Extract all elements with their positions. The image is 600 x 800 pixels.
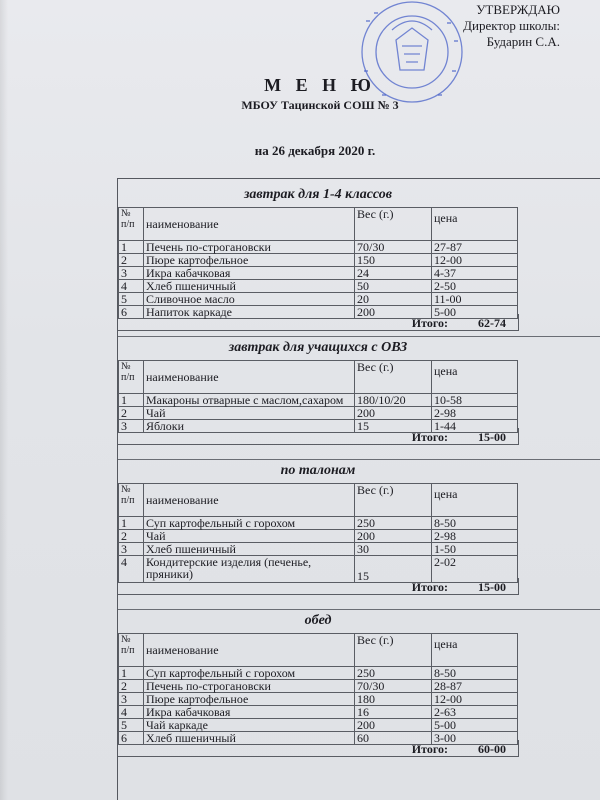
menu-date: на 26 декабря 2020 г. bbox=[254, 143, 376, 158]
row-weight: 70/30 bbox=[355, 680, 432, 693]
menu-table bbox=[118, 360, 518, 433]
row-num: 2 bbox=[119, 407, 144, 420]
total-label: Итого: bbox=[411, 430, 448, 444]
row-price: 1-50 bbox=[432, 543, 518, 556]
row-price: 2-98 bbox=[432, 530, 518, 543]
row-name: Хлеб пшеничный bbox=[144, 543, 355, 556]
header-num: № п/п bbox=[119, 634, 144, 667]
total-label: Итого: bbox=[411, 316, 448, 330]
table-row bbox=[119, 706, 518, 719]
total-row bbox=[118, 578, 519, 595]
row-num: 1 bbox=[119, 394, 144, 407]
row-name: Икра кабачковая bbox=[144, 706, 355, 719]
row-weight: 24 bbox=[355, 267, 432, 280]
row-price: 2-98 bbox=[432, 407, 518, 420]
total-label: Итого: bbox=[411, 742, 448, 756]
table-row bbox=[119, 680, 518, 693]
section-title: завтрак для 1-4 классов bbox=[243, 187, 393, 202]
row-price: 4-37 bbox=[432, 267, 518, 280]
row-num: 6 bbox=[119, 732, 144, 745]
table-row bbox=[119, 719, 518, 732]
row-price: 3-00 bbox=[432, 732, 518, 745]
table-row bbox=[119, 530, 518, 543]
total-row bbox=[118, 740, 519, 757]
header-num: № п/п bbox=[119, 208, 144, 241]
total-value: 15-00 bbox=[478, 580, 506, 594]
row-weight: 150 bbox=[355, 254, 432, 267]
menu-frame bbox=[117, 178, 600, 800]
table-row bbox=[119, 280, 518, 293]
row-name: Пюре картофельное bbox=[144, 254, 355, 267]
approval-line-name: Бударин С.А. bbox=[486, 34, 560, 49]
row-weight: 20 bbox=[355, 293, 432, 306]
row-weight: 200 bbox=[355, 306, 432, 319]
section-separator bbox=[118, 459, 600, 460]
row-weight: 250 bbox=[355, 517, 432, 530]
row-name: Пюре картофельное bbox=[144, 693, 355, 706]
row-num: 2 bbox=[119, 680, 144, 693]
header-weight: Вес (г.) bbox=[355, 634, 432, 667]
row-price: 12-00 bbox=[432, 254, 518, 267]
row-num: 4 bbox=[119, 280, 144, 293]
row-weight: 60 bbox=[355, 732, 432, 745]
header-price: цена bbox=[432, 361, 518, 394]
approval-line-position: Директор школы: bbox=[463, 18, 560, 33]
menu-table bbox=[118, 207, 518, 319]
row-num: 5 bbox=[119, 719, 144, 732]
row-num: 4 bbox=[119, 556, 144, 583]
table-row bbox=[119, 241, 518, 254]
section-title: обед bbox=[304, 613, 332, 628]
menu-table bbox=[118, 633, 518, 745]
row-num: 3 bbox=[119, 420, 144, 433]
page-edge-shadow bbox=[0, 0, 8, 800]
row-num: 3 bbox=[119, 693, 144, 706]
header-num: № п/п bbox=[119, 484, 144, 517]
row-name: Сливочное масло bbox=[144, 293, 355, 306]
table-row bbox=[119, 667, 518, 680]
row-weight: 15 bbox=[355, 420, 432, 433]
header-price: цена bbox=[432, 208, 518, 241]
row-price: 10-58 bbox=[432, 394, 518, 407]
total-label: Итого: bbox=[411, 580, 448, 594]
row-num: 1 bbox=[119, 241, 144, 254]
table-header-row bbox=[119, 484, 518, 517]
row-weight: 50 bbox=[355, 280, 432, 293]
table-header-row bbox=[119, 361, 518, 394]
header-weight: Вес (г.) bbox=[355, 361, 432, 394]
row-price: 28-87 bbox=[432, 680, 518, 693]
total-value: 15-00 bbox=[478, 430, 506, 444]
row-name: Кондитерские изделия (печенье, пряники) bbox=[144, 556, 355, 583]
total-row bbox=[118, 314, 519, 331]
row-price: 8-50 bbox=[432, 517, 518, 530]
row-weight: 250 bbox=[355, 667, 432, 680]
row-num: 3 bbox=[119, 267, 144, 280]
row-price: 8-50 bbox=[432, 667, 518, 680]
row-name: Яблоки bbox=[144, 420, 355, 433]
row-name: Чай каркаде bbox=[144, 719, 355, 732]
header-name: наименование bbox=[144, 361, 355, 394]
row-num: 1 bbox=[119, 517, 144, 530]
row-price: 11-00 bbox=[432, 293, 518, 306]
table-row bbox=[119, 254, 518, 267]
row-num: 2 bbox=[119, 530, 144, 543]
table-header-row bbox=[119, 634, 518, 667]
approval-block bbox=[463, 2, 560, 50]
row-name: Печень по-строгановски bbox=[144, 241, 355, 254]
header-name: наименование bbox=[144, 484, 355, 517]
row-weight: 16 bbox=[355, 706, 432, 719]
table-row bbox=[119, 293, 518, 306]
row-name: Суп картофельный с горохом bbox=[144, 517, 355, 530]
table-row bbox=[119, 693, 518, 706]
row-name: Чай bbox=[144, 407, 355, 420]
section-separator bbox=[118, 336, 600, 337]
row-name: Напиток каркаде bbox=[144, 306, 355, 319]
row-weight: 15 bbox=[355, 556, 432, 583]
header-weight: Вес (г.) bbox=[355, 484, 432, 517]
row-price: 5-00 bbox=[432, 719, 518, 732]
row-price: 2-02 bbox=[432, 556, 518, 583]
row-weight: 180 bbox=[355, 693, 432, 706]
section-title: по талонам bbox=[280, 463, 356, 478]
row-weight: 200 bbox=[355, 530, 432, 543]
header-price: цена bbox=[432, 484, 518, 517]
row-name: Чай bbox=[144, 530, 355, 543]
row-num: 5 bbox=[119, 293, 144, 306]
row-num: 4 bbox=[119, 706, 144, 719]
row-num: 6 bbox=[119, 306, 144, 319]
header-price: цена bbox=[432, 634, 518, 667]
table-row bbox=[119, 407, 518, 420]
approval-line-approve: УТВЕРЖДАЮ bbox=[476, 2, 560, 17]
page-title: М Е Н Ю bbox=[264, 75, 376, 95]
table-row bbox=[119, 267, 518, 280]
row-price: 2-50 bbox=[432, 280, 518, 293]
row-weight: 200 bbox=[355, 719, 432, 732]
row-price: 1-44 bbox=[432, 420, 518, 433]
header-num: № п/п bbox=[119, 361, 144, 394]
school-name: МБОУ Тацинской СОШ № 3 bbox=[241, 98, 399, 112]
row-price: 2-63 bbox=[432, 706, 518, 719]
total-row bbox=[118, 428, 519, 445]
row-name: Икра кабачковая bbox=[144, 267, 355, 280]
header-weight: Вес (г.) bbox=[355, 208, 432, 241]
section-separator bbox=[118, 609, 600, 610]
section-title: завтрак для учащихся с ОВЗ bbox=[228, 340, 408, 355]
table-row bbox=[119, 394, 518, 407]
row-price: 27-87 bbox=[432, 241, 518, 254]
row-weight: 30 bbox=[355, 543, 432, 556]
row-name: Макароны отварные с маслом,сахаром bbox=[144, 394, 355, 407]
row-weight: 70/30 bbox=[355, 241, 432, 254]
table-header-row bbox=[119, 208, 518, 241]
total-value: 60-00 bbox=[478, 742, 506, 756]
row-name: Суп картофельный с горохом bbox=[144, 667, 355, 680]
table-row bbox=[119, 543, 518, 556]
row-weight: 200 bbox=[355, 407, 432, 420]
menu-table bbox=[118, 483, 518, 583]
header-name: наименование bbox=[144, 634, 355, 667]
header-name: наименование bbox=[144, 208, 355, 241]
row-num: 3 bbox=[119, 543, 144, 556]
row-name: Печень по-строгановски bbox=[144, 680, 355, 693]
row-num: 1 bbox=[119, 667, 144, 680]
table-row bbox=[119, 517, 518, 530]
row-num: 2 bbox=[119, 254, 144, 267]
row-price: 5-00 bbox=[432, 306, 518, 319]
row-price: 12-00 bbox=[432, 693, 518, 706]
row-name: Хлеб пшеничный bbox=[144, 732, 355, 745]
total-value: 62-74 bbox=[478, 316, 506, 330]
row-weight: 180/10/20 bbox=[355, 394, 432, 407]
row-name: Хлеб пшеничный bbox=[144, 280, 355, 293]
